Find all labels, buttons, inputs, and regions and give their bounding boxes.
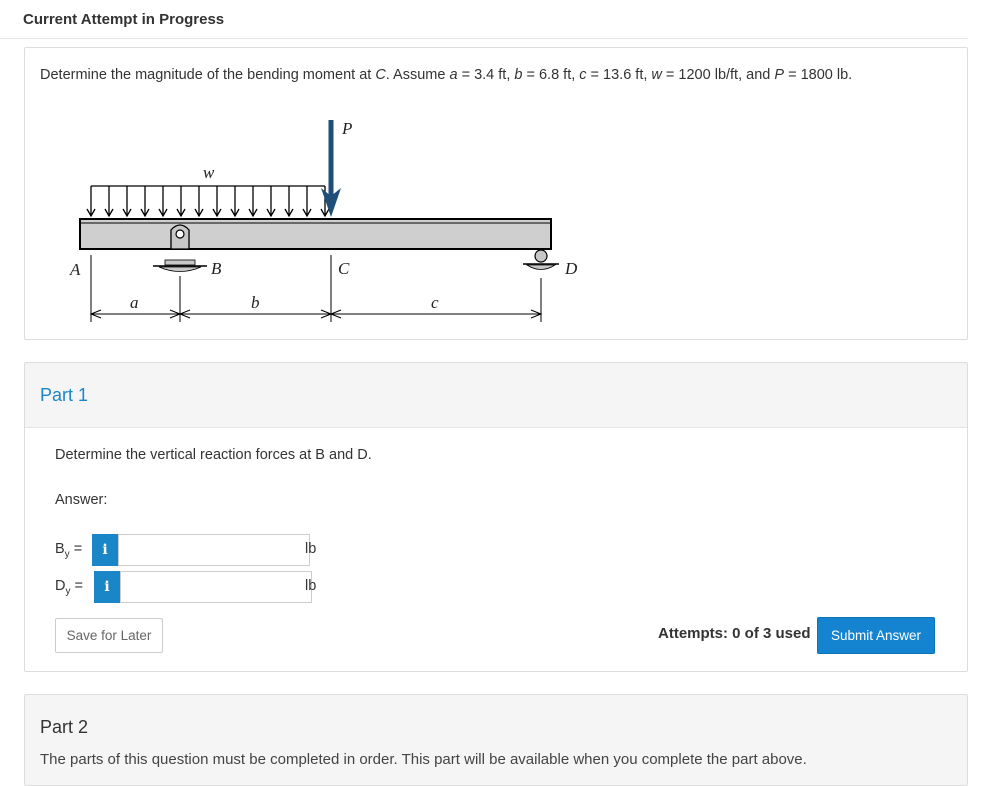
label-a-dim: a: [130, 293, 139, 312]
top-bar: [0, 0, 968, 39]
label-c-dim: c: [431, 293, 439, 312]
attempts-counter: Attempts: 0 of 3 used: [658, 625, 811, 642]
by-input[interactable]: [118, 534, 310, 566]
part1-panel: [24, 362, 968, 672]
by-unit: lb: [305, 541, 317, 557]
label-b-point: B: [211, 259, 222, 278]
answer-row-by: [55, 534, 355, 566]
label-p: P: [342, 119, 353, 138]
by-label: $B_y$ =: [55, 541, 83, 560]
dy-unit: lb: [305, 578, 317, 594]
info-icon[interactable]: i: [94, 571, 120, 603]
label-b-dim: b: [251, 293, 260, 312]
label-w: w: [203, 163, 215, 182]
part1-header: [25, 363, 967, 428]
dy-label: $D_y$ =: [55, 578, 83, 597]
info-icon[interactable]: i: [92, 534, 118, 566]
distributed-load: [87, 186, 329, 216]
save-for-later-button[interactable]: Save for Later: [55, 618, 163, 653]
part1-instruction: Determine the vertical reaction forces at B and D.: [55, 447, 372, 463]
dy-input[interactable]: [120, 571, 312, 603]
point-load-arrow: [321, 120, 341, 217]
answer-label: Answer:: [55, 492, 108, 508]
beam-diagram: [45, 106, 585, 326]
answer-row-dy: [55, 571, 355, 603]
roller-support-d: [523, 250, 559, 270]
label-a-point: A: [70, 260, 81, 279]
question-card: [24, 47, 968, 340]
submit-answer-button[interactable]: Submit Answer: [817, 617, 935, 654]
dimension-line: [91, 310, 541, 318]
question-text: Determine the magnitude of the bending moment at C. Assume a = 3.4 ft, b = 6.8 ft, c = 13.6 ft, w = 1200 lb/ft, and P = 1800 lb.: [40, 67, 853, 83]
part2-title: Part 2: [40, 717, 89, 737]
part1-title: Part 1: [40, 385, 89, 405]
part2-panel: [24, 694, 968, 786]
part2-message: The parts of this question must be completed in order. This part will be available when you complete the part above.: [40, 751, 807, 768]
label-d-point: D: [565, 259, 578, 278]
page-title: Current Attempt in Progress: [23, 11, 225, 28]
label-c-point: C: [338, 259, 350, 278]
